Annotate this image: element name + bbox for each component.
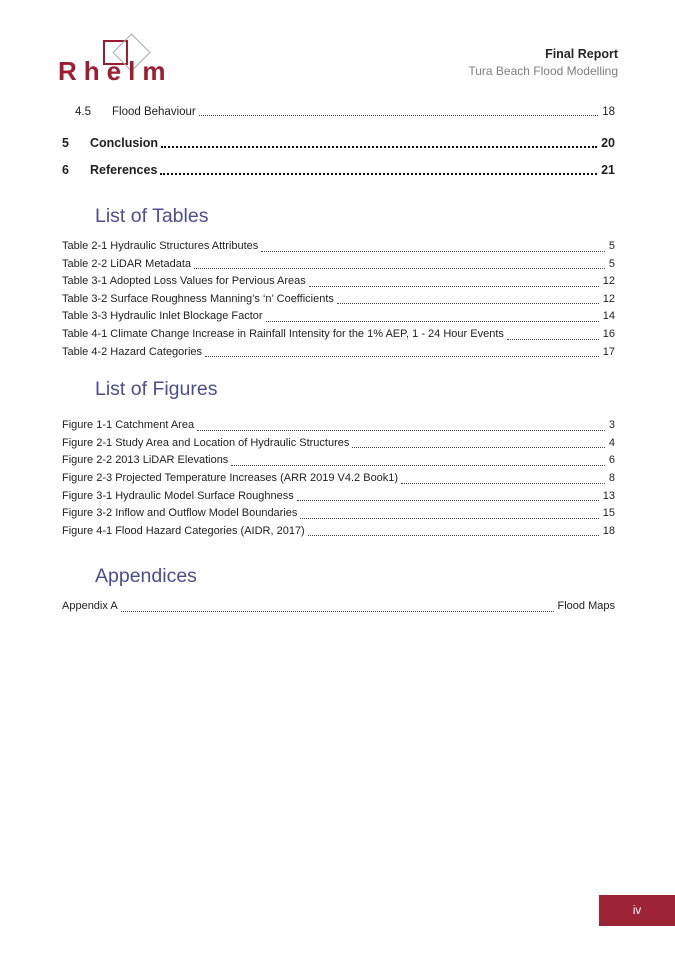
logo-text: Rhelm bbox=[58, 56, 173, 86]
table-entry bbox=[62, 291, 615, 309]
table-entry bbox=[62, 344, 615, 362]
entry-page: 18 bbox=[602, 106, 615, 118]
dot-leader bbox=[231, 465, 605, 466]
entry-label: Table 3-3 Hydraulic Inlet Blockage Factor bbox=[62, 310, 263, 323]
entry-label: Table 4-1 Climate Change Increase in Rainfall Intensity for the 1% AEP, 1 - 24 Hour Events bbox=[62, 327, 504, 340]
table-entry bbox=[62, 326, 615, 344]
project-title-label: Tura Beach Flood Modelling bbox=[468, 64, 618, 78]
toc-entry bbox=[75, 105, 615, 120]
entry-page: 18 bbox=[602, 524, 615, 537]
rhelm-logo bbox=[58, 28, 228, 90]
entry-number: 6 bbox=[62, 163, 69, 177]
appendix-entry bbox=[62, 598, 615, 616]
table-of-contents bbox=[62, 105, 615, 178]
list-of-tables-heading: List of Tables bbox=[95, 205, 209, 227]
entry-label: Figure 3-2 Inflow and Outflow Model Boundaries bbox=[62, 507, 298, 520]
table-entry bbox=[62, 238, 615, 256]
entry-page: 12 bbox=[602, 275, 615, 288]
page-number: iv bbox=[632, 904, 642, 917]
entry-label: Table 4-2 Hazard Categories bbox=[62, 345, 203, 358]
dot-leader bbox=[300, 518, 598, 519]
figure-entry bbox=[62, 505, 615, 523]
dot-leader bbox=[266, 321, 599, 322]
entry-label: Table 3-2 Surface Roughness Manning’s ‘n’ Coefficients bbox=[62, 292, 334, 305]
appendices-heading: Appendices bbox=[95, 565, 197, 588]
entry-label: Table 2-1 Hydraulic Structures Attributes bbox=[62, 240, 259, 252]
report-header bbox=[468, 46, 618, 80]
entry-label: Figure 1-1 Catchment Area bbox=[62, 419, 195, 432]
dot-leader bbox=[194, 268, 605, 269]
entry-page: 15 bbox=[602, 507, 615, 520]
entry-page: 4 bbox=[608, 436, 615, 449]
figure-entry bbox=[62, 523, 615, 541]
page-number-box bbox=[599, 895, 675, 926]
entry-page: 5 bbox=[608, 240, 615, 252]
dot-leader bbox=[401, 483, 605, 484]
figure-entry bbox=[62, 435, 615, 453]
toc-entry bbox=[62, 136, 615, 151]
dot-leader bbox=[205, 356, 599, 357]
list-of-figures bbox=[62, 417, 615, 540]
dot-leader bbox=[261, 251, 605, 252]
entry-page: 8 bbox=[608, 471, 615, 484]
list-of-tables bbox=[62, 238, 615, 361]
table-entry bbox=[62, 273, 615, 291]
dot-leader bbox=[308, 535, 599, 536]
report-type-label: Final Report bbox=[545, 47, 618, 61]
dot-leader bbox=[337, 303, 599, 304]
figure-entry bbox=[62, 452, 615, 470]
dot-leader bbox=[507, 339, 599, 340]
entry-label: Table 3-1 Adopted Loss Values for Pervious Areas bbox=[62, 275, 306, 288]
dot-leader bbox=[297, 500, 599, 501]
entry-label: Appendix A bbox=[62, 600, 118, 613]
dot-leader bbox=[160, 173, 597, 175]
entry-page: 13 bbox=[602, 489, 615, 502]
figure-entry bbox=[62, 417, 615, 435]
entry-number: 5 bbox=[62, 136, 69, 150]
figure-entry bbox=[62, 470, 615, 488]
list-of-figures-heading: List of Figures bbox=[95, 378, 218, 401]
entry-page: 12 bbox=[602, 292, 615, 305]
entry-label: Figure 4-1 Flood Hazard Categories (AIDR, 2017) bbox=[62, 524, 305, 537]
dot-leader bbox=[197, 430, 605, 431]
entry-label: References bbox=[90, 163, 158, 177]
entry-page: 16 bbox=[602, 327, 615, 340]
entry-page: 14 bbox=[602, 310, 615, 323]
appendices-list bbox=[62, 598, 615, 616]
entry-label: Table 2-2 LiDAR Metadata bbox=[62, 257, 192, 270]
entry-page: 21 bbox=[601, 163, 615, 177]
entry-page: 5 bbox=[608, 257, 615, 270]
entry-label: Conclusion bbox=[90, 136, 159, 150]
dot-leader bbox=[199, 115, 598, 116]
entry-label: Figure 2-1 Study Area and Location of Hydraulic Structures bbox=[62, 436, 350, 449]
entry-page: 6 bbox=[608, 454, 615, 467]
entry-label: Figure 2-2 2013 LiDAR Elevations bbox=[62, 454, 229, 467]
entry-page: 17 bbox=[602, 345, 615, 358]
content-area bbox=[62, 105, 615, 616]
entry-label: Figure 2-3 Projected Temperature Increases (ARR 2019 V4.2 Book1) bbox=[62, 471, 399, 484]
table-entry bbox=[62, 308, 615, 326]
entry-label: Figure 3-1 Hydraulic Model Surface Roughness bbox=[62, 489, 294, 502]
entry-number: 4.5 bbox=[75, 106, 91, 118]
entry-page: 3 bbox=[608, 419, 615, 432]
entry-page: Flood Maps bbox=[557, 600, 615, 613]
dot-leader bbox=[352, 447, 605, 448]
toc-entry bbox=[62, 163, 615, 178]
figure-entry bbox=[62, 488, 615, 506]
dot-leader bbox=[161, 146, 597, 148]
table-entry bbox=[62, 256, 615, 274]
dot-leader bbox=[121, 611, 554, 612]
entry-page: 20 bbox=[601, 136, 615, 150]
dot-leader bbox=[309, 286, 599, 287]
entry-label: Flood Behaviour bbox=[112, 106, 196, 118]
